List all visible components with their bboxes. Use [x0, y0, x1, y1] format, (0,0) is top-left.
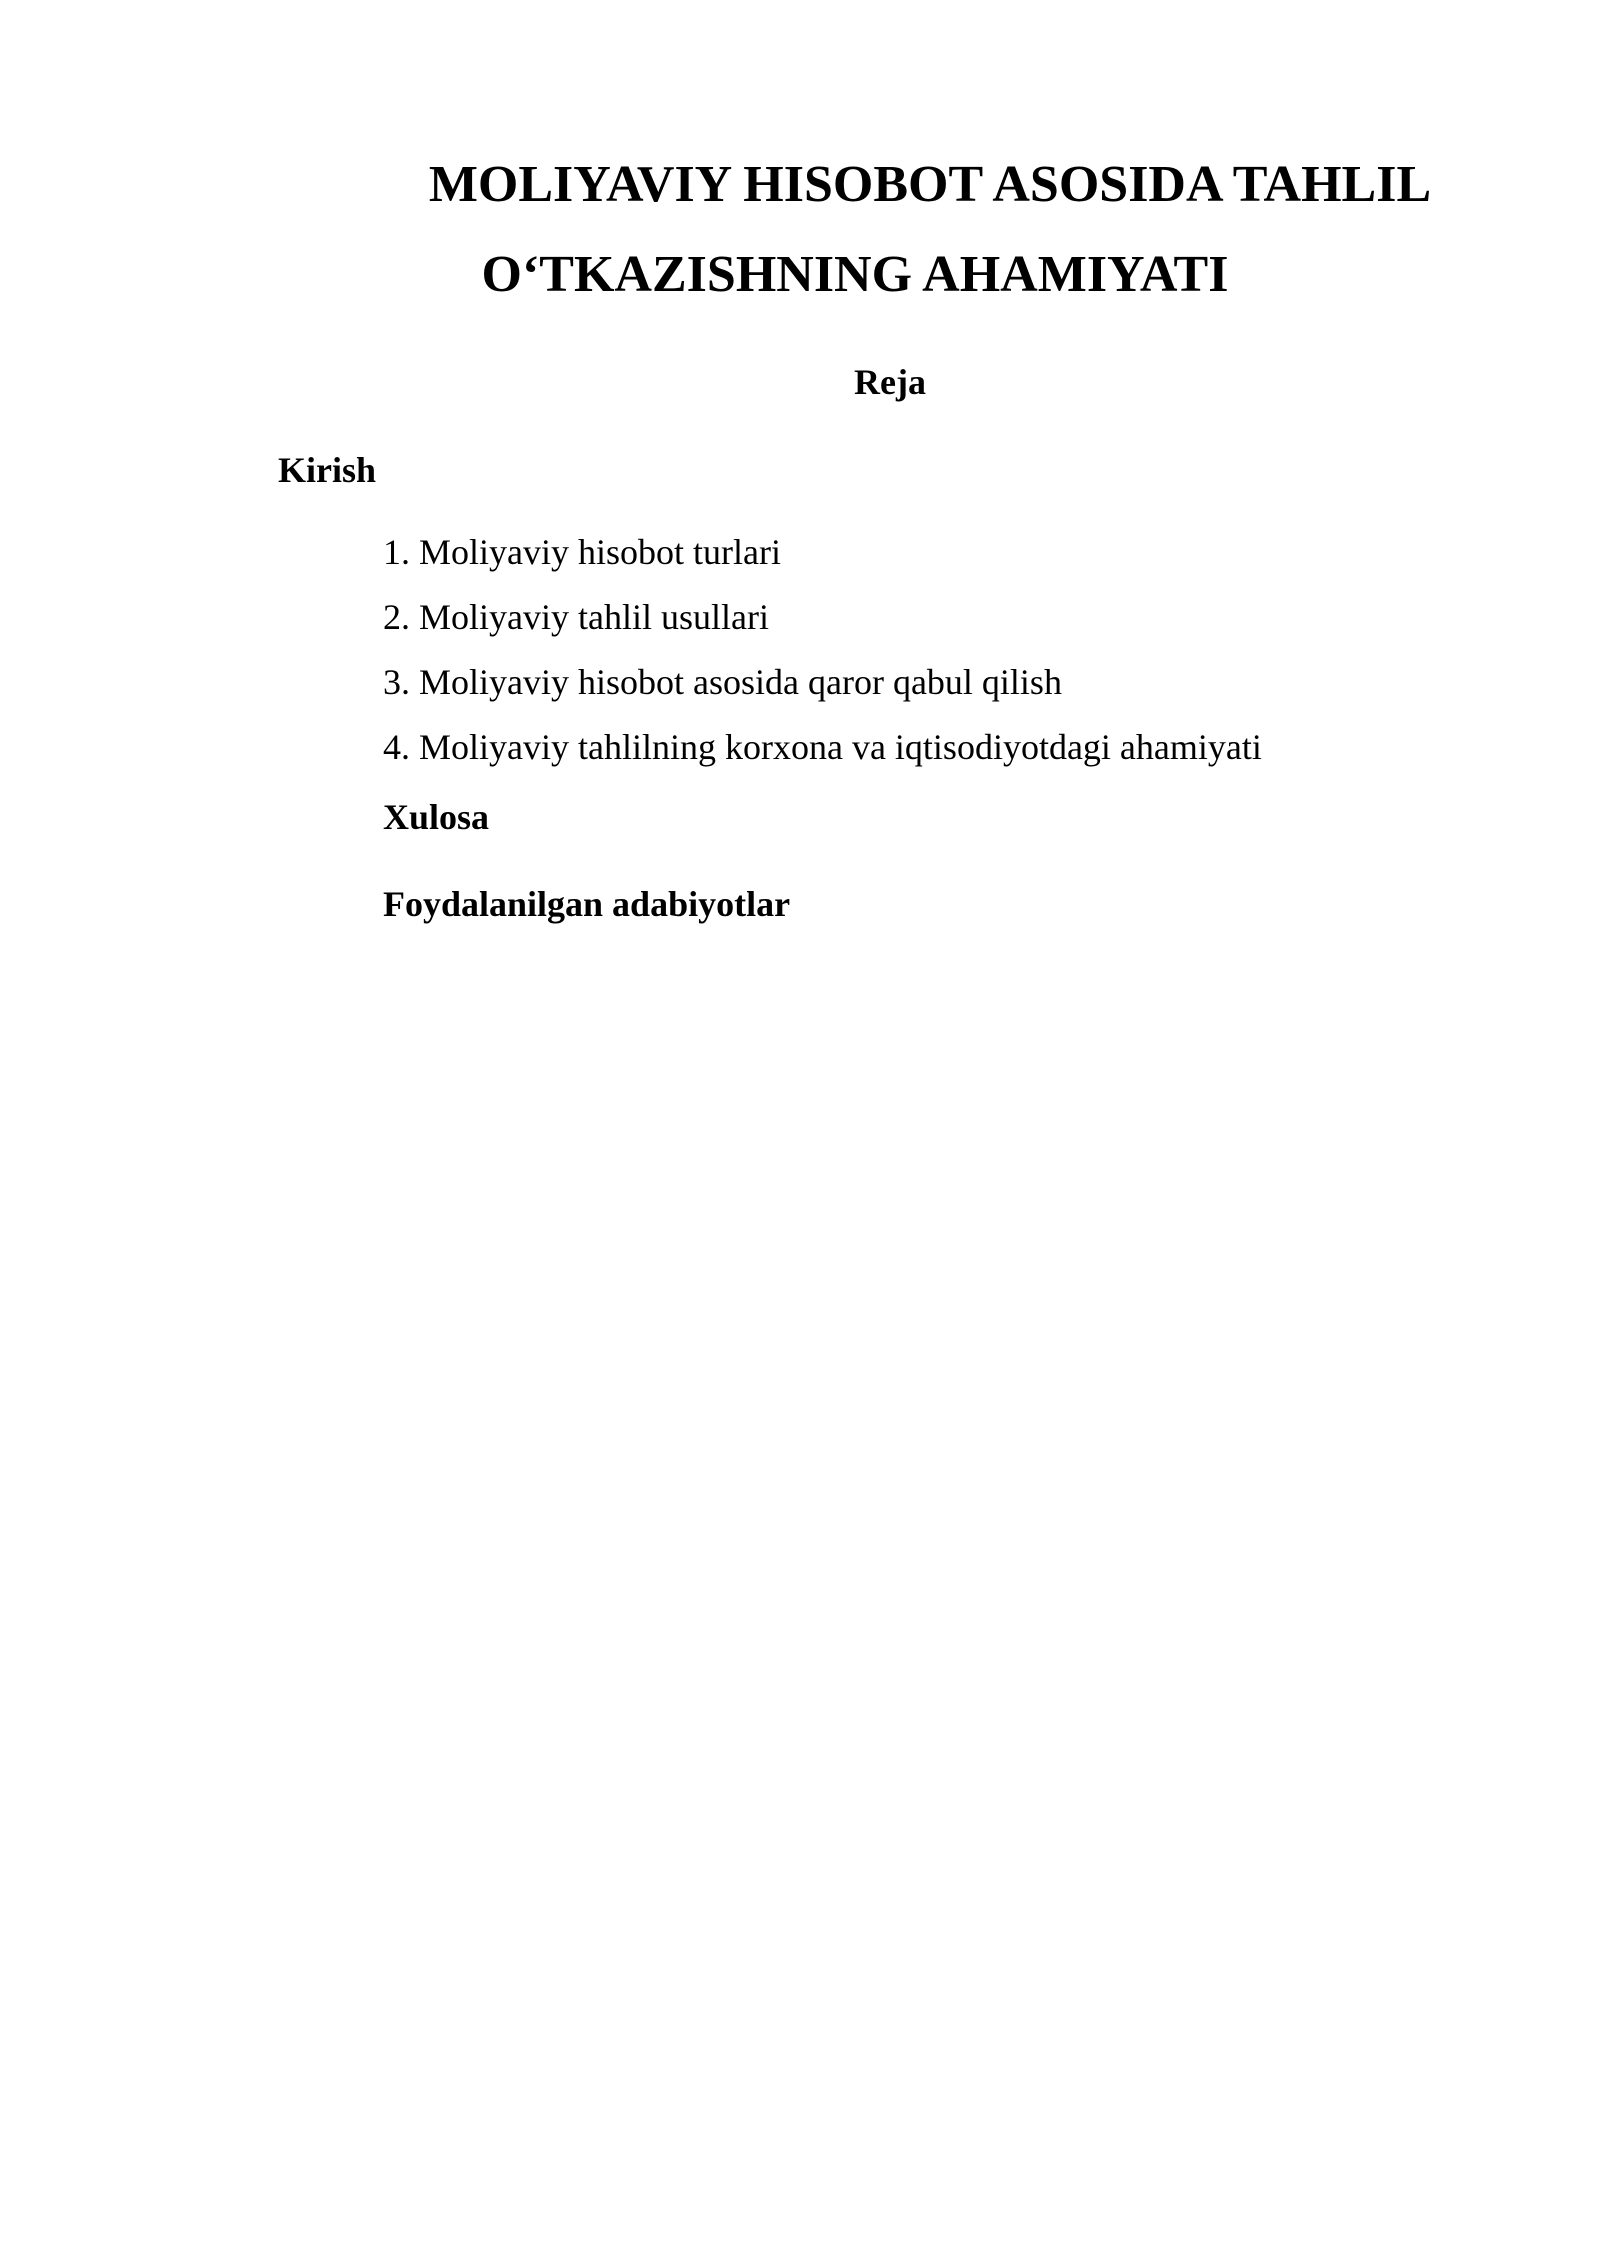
plan-list — [383, 530, 1262, 790]
plan-item: 2. Moliyaviy tahlil usullari — [383, 597, 769, 637]
document-title-line-1: MOLIYAVIY HISOBOT ASOSIDA TAHLIL — [428, 156, 1432, 213]
references-heading: Foydalanilgan adabiyotlar — [383, 884, 791, 924]
plan-heading: Reja — [854, 362, 926, 402]
conclusion-heading: Xulosa — [383, 797, 490, 837]
document-title-line-2: O‘TKAZISHNING AHAMIYATI — [481, 246, 1229, 303]
plan-item: 3. Moliyaviy hisobot asosida qaror qabul qilish — [383, 662, 1062, 702]
plan-item: 4. Moliyaviy tahlilning korxona va iqtisodiyotdagi ahamiyati — [383, 727, 1262, 767]
plan-item: 1. Moliyaviy hisobot turlari — [383, 532, 781, 572]
introduction-heading: Kirish — [278, 450, 377, 490]
